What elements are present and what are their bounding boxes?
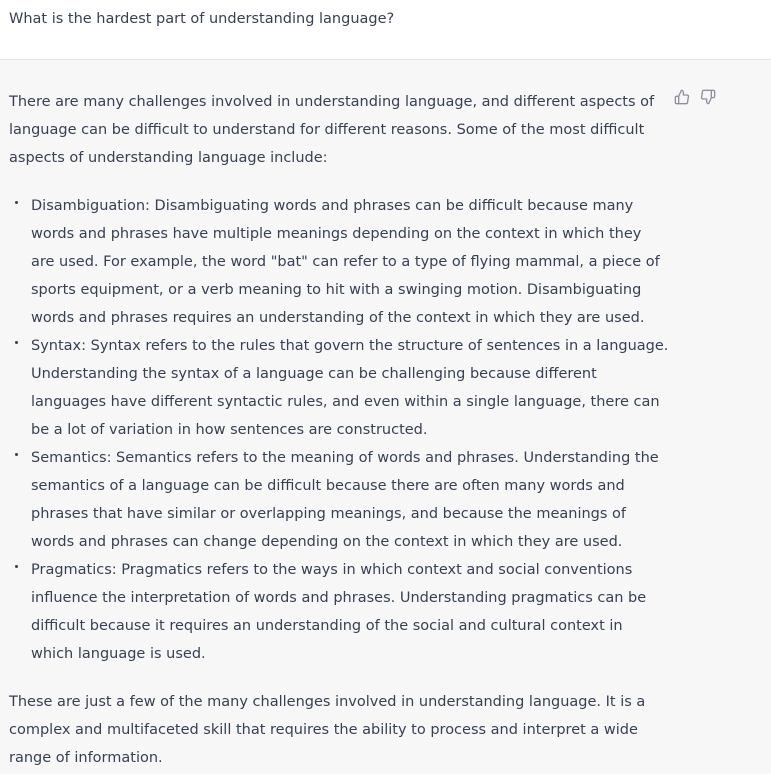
list-item [9,332,669,444]
list-item [9,192,669,332]
answer-point-list [9,192,669,668]
list-item [9,556,669,668]
answer-intro: There are many challenges involved in understanding language, and different aspects of language can be difficult to understand for different reasons. Some of the most difficult aspects of understanding language include: [9,94,655,166]
question-text: What is the hardest part of understanding language? [9,11,395,27]
bullet-icon [15,565,18,568]
list-item-text: Pragmatics: Pragmatics refers to the ways in which context and social conventions influence the interpretation of words and phrases. Understanding pragmatics can be difficult because it requires an understanding of the social and cultural context in which language is used. [31,562,647,662]
list-item [9,444,669,556]
thumbs-down-button[interactable] [699,88,717,106]
bullet-icon [15,201,18,204]
feedback-buttons [673,88,717,106]
list-item-text: Disambiguation: Disambiguating words and phrases can be difficult because many words and phrases have multiple meanings depending on the context in which they are used. For example, the word "bat" can refer to a type of flying mammal, a piece of sports equipment, or a verb meaning to hit with a swinging motion. Disambiguating words and phrases requires an understanding of the context in which they are used. [31,198,660,326]
list-item-text: Syntax: Syntax refers to the rules that govern the structure of sentences in a language. Understanding the syntax of a language can be challenging because different languages have different syntactic rules, and even within a single language, there can be a lot of variation in how sentences are constructed. [31,338,669,438]
user-question [0,0,771,60]
answer-body [9,88,669,772]
answer-outro: These are just a few of the many challenges involved in understanding language. It is a complex and multifaceted skill that requires the ability to process and interpret a wide range of information. [9,694,646,766]
bullet-icon [15,453,18,456]
assistant-answer [0,60,771,774]
bullet-icon [15,341,18,344]
thumbs-down-icon [700,89,716,105]
thumbs-up-icon [674,89,690,105]
thumbs-up-button[interactable] [673,88,691,106]
list-item-text: Semantics: Semantics refers to the meaning of words and phrases. Understanding the semantics of a language can be difficult because there are often many words and phrases that have similar or overlapping meanings, and because the meanings of words and phrases can change depending on the context in which they are used. [31,450,659,550]
